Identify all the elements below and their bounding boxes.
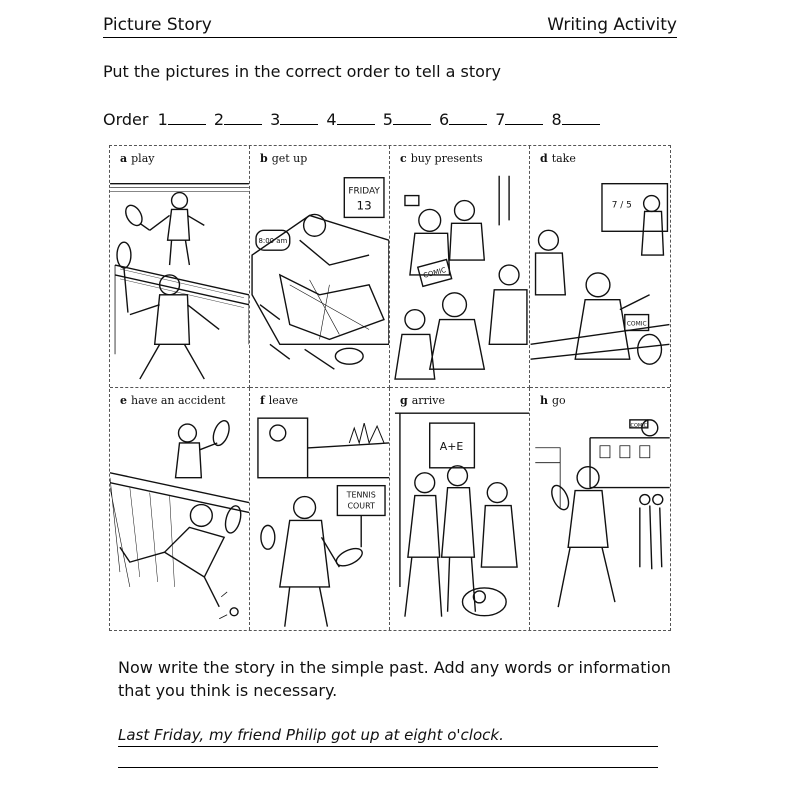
panel-caption: h go: [540, 394, 566, 407]
order-slot-1[interactable]: [158, 110, 206, 129]
order-label: Order: [103, 110, 149, 129]
boy-in-bed-illustration: [250, 146, 389, 387]
order-number: 5: [382, 110, 393, 129]
order-number: 7: [495, 110, 506, 129]
panel-caption: a play: [120, 152, 155, 165]
order-slot-5[interactable]: [383, 110, 431, 129]
walking-to-school-illustration: [530, 388, 670, 630]
comic-sign: COMIC: [626, 320, 647, 328]
order-number: 3: [270, 110, 281, 129]
order-number: 6: [438, 110, 450, 129]
panel-caption: f leave: [260, 394, 299, 407]
order-blank[interactable]: [505, 110, 543, 125]
order-blank[interactable]: [337, 110, 375, 125]
comic-sign: COMIC: [422, 266, 447, 280]
comic-shop-illustration: [390, 146, 529, 387]
tennis-fall-illustration: [110, 388, 249, 630]
leaving-school-illustration: [250, 388, 389, 630]
order-blank[interactable]: [280, 110, 318, 125]
story-first-line[interactable]: Last Friday, my friend Philip got up at eight o'clock.: [118, 726, 658, 747]
blackboard-sum: 7 / 5: [611, 200, 632, 211]
order-row: [103, 110, 603, 129]
tennis-court-sign-line2: COURT: [347, 501, 375, 511]
order-slot-4[interactable]: [326, 110, 374, 129]
panel-caption: c buy presents: [400, 152, 483, 165]
order-number: 4: [326, 110, 337, 129]
header-rule: [103, 37, 677, 38]
panel-f-leave: [250, 388, 390, 630]
panel-caption: g arrive: [400, 394, 446, 407]
tennis-court-sign-line1: TENNIS: [346, 490, 376, 500]
order-slot-3[interactable]: [270, 110, 318, 129]
panel-h-go: [530, 388, 670, 630]
header-left-title: Picture Story: [103, 15, 212, 35]
comic-sign: COMIC: [630, 422, 648, 429]
order-slot-7[interactable]: [495, 110, 543, 129]
panel-d-take: [530, 146, 670, 388]
alarm-clock-time: 8:00 am: [258, 237, 288, 246]
order-blank[interactable]: [449, 110, 487, 125]
panel-a-play: [110, 146, 250, 388]
order-slot-6[interactable]: [439, 110, 487, 129]
header-right-title: Writing Activity: [547, 15, 677, 35]
panel-b-get-up: [250, 146, 390, 388]
order-blank[interactable]: [562, 110, 600, 125]
order-blank[interactable]: [393, 110, 431, 125]
picture-grid: [109, 145, 671, 631]
hospital-sign: A+E: [439, 439, 464, 453]
hospital-arrival-illustration: [390, 388, 529, 630]
panel-caption: d take: [540, 152, 576, 165]
panel-e-have-an-accident: [110, 388, 250, 630]
classroom-illustration: [530, 146, 670, 387]
order-slot-8[interactable]: [552, 110, 600, 129]
writing-instruction: Now write the story in the simple past. Add any words or information that you think is necessary.: [118, 658, 671, 700]
calendar-day: FRIDAY: [348, 186, 380, 197]
tennis-players-illustration: [110, 146, 249, 387]
order-blank[interactable]: [224, 110, 262, 125]
panel-caption: e have an accident: [120, 394, 226, 407]
calendar-date: 13: [356, 198, 372, 213]
story-blank-line[interactable]: [118, 767, 658, 768]
panel-g-arrive: [390, 388, 530, 630]
instruction-text: Put the pictures in the correct order to tell a story: [103, 62, 501, 81]
order-blank[interactable]: [168, 110, 206, 125]
order-slot-2[interactable]: [214, 110, 262, 129]
panel-caption: b get up: [260, 152, 308, 165]
order-number: 1: [157, 110, 168, 129]
order-number: 8: [551, 110, 562, 129]
order-number: 2: [213, 110, 225, 129]
panel-c-buy-presents: [390, 146, 530, 388]
